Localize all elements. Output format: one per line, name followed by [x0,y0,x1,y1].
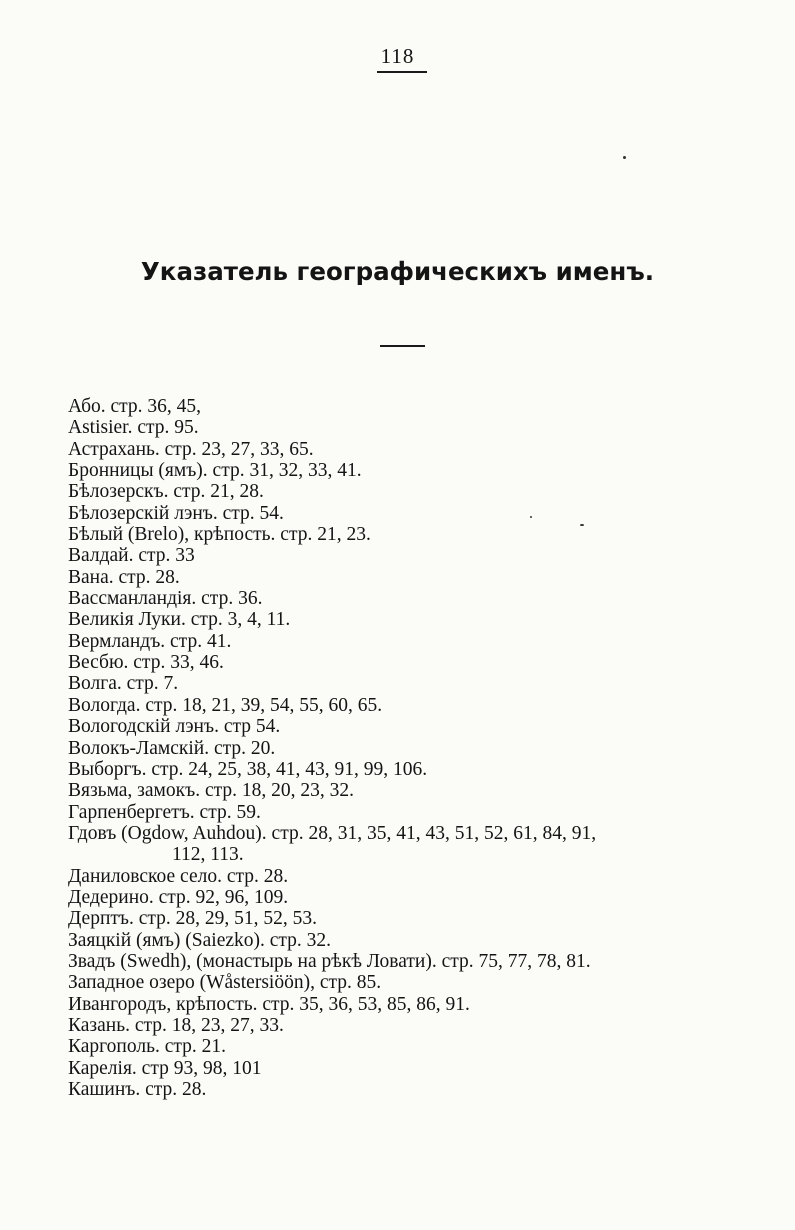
index-entry [68,439,748,460]
index-entry [68,802,748,823]
index-entry-text: Вологда. стр. 18, 21, 39, 54, 55, 60, 65. [68,694,383,716]
print-speck [623,156,626,159]
index-entry-text: Вологодскій лэнъ. стр 54. [68,716,281,738]
index-entry-text: Великія Луки. стр. 3, 4, 11. [68,609,291,631]
index-entry [68,866,748,887]
index-entry-text: Западное озеро (Wåstersiöön), стр. 85. [68,972,382,994]
index-entry [68,780,748,801]
index-entry-text: Бѣлый (Brelo), крѣпость. стр. 21, 23. [68,524,371,546]
index-entry-text: Волга. стр. 7. [68,673,179,695]
index-entry-text: Заяцкій (ямъ) (Saiezko). стр. 32. [68,929,332,951]
index-entry [68,609,748,630]
index-entry [68,524,748,545]
page-title: Указатель географическихъ именъ. [140,257,655,286]
index-entry-text: Гдовъ (Ogdow, Auhdou). стр. 28, 31, 35, 41, 43, 51, 52, 61, 84, 91, [68,822,597,844]
index-entry-text: Волокъ-Ламскій. стр. 20. [68,737,276,759]
index-entry-text: Бѣлозерскъ. стр. 21, 28. [68,481,264,503]
index-entry-text: Кашинъ. стр. 28. [68,1079,207,1100]
index-entry-text: Бѣлозерскій лэнъ. стр. 54. [68,502,284,524]
index-entry [68,588,748,609]
index-entry [68,1079,748,1100]
index-entry-text: Гарпенбергетъ. стр. 59. [68,801,261,823]
index-entry-text: Весбю. стр. 33, 46. [68,652,224,674]
index-entry [68,887,748,908]
index-entry-continuation: 112, 113. [172,844,244,866]
index-entry-text: Вязьма, замокъ. стр. 18, 20, 23, 32. [68,780,354,802]
index-entry-text: Звадъ (Swedh), (монастырь на рѣкѣ Ловати). стр. 75, 77, 78, 81. [68,950,591,972]
index-entry [68,545,748,566]
index-entry-text: Карелія. стр 93, 98, 101 [68,1057,262,1079]
index-entry-text: Валдай. стр. 33 [68,545,195,567]
index-entry [68,652,748,673]
index-entry [68,951,748,972]
index-entry [68,1015,748,1036]
index-entry [68,930,748,951]
index-entry [68,460,748,481]
page-number-underline [377,71,427,73]
index-entry-text: Astisier. стр. 95. [68,417,199,439]
index-entry [68,503,748,524]
index-entry [68,823,748,866]
index-entry-text: Дерптъ. стр. 28, 29, 51, 52, 53. [68,908,318,930]
index-entry [68,1036,748,1057]
index-entry-text: Выборгъ. стр. 24, 25, 38, 41, 43, 91, 99, 106. [68,758,428,780]
index-entry [68,695,748,716]
print-speck [530,516,532,518]
index-entry [68,759,748,780]
geographic-index-list [68,396,748,1100]
index-entry-text: Каргополь. стр. 21. [68,1036,227,1058]
index-entry [68,673,748,694]
index-entry [68,481,748,502]
index-entry-text: Вана. стр. 28. [68,566,180,588]
index-entry [68,908,748,929]
index-entry-text: Або. стр. 36, 45, [68,396,202,417]
index-entry [68,567,748,588]
index-entry [68,396,748,417]
index-entry [68,1058,748,1079]
index-entry-text: Вассманландія. стр. 36. [68,588,263,610]
index-entry [68,716,748,737]
index-entry [68,417,748,438]
index-entry-text: Бронницы (ямъ). стр. 31, 32, 33, 41. [68,460,362,482]
index-entry [68,994,748,1015]
index-entry-text: Даниловское село. стр. 28. [68,865,289,887]
index-entry-text: Вермландъ. стр. 41. [68,630,232,652]
index-entry [68,738,748,759]
index-entry-text: Дедерино. стр. 92, 96, 109. [68,886,289,908]
index-entry [68,631,748,652]
index-entry-text: Ивангородъ, крѣпость. стр. 35, 36, 53, 85, 86, 91. [68,993,470,1015]
print-speck [580,524,584,526]
page-number: 118 [380,44,415,68]
index-entry-text: Казань. стр. 18, 23, 27, 33. [68,1014,284,1036]
title-divider [380,345,425,347]
index-entry-text: Астрахань. стр. 23, 27, 33, 65. [68,438,314,460]
index-entry [68,972,748,993]
